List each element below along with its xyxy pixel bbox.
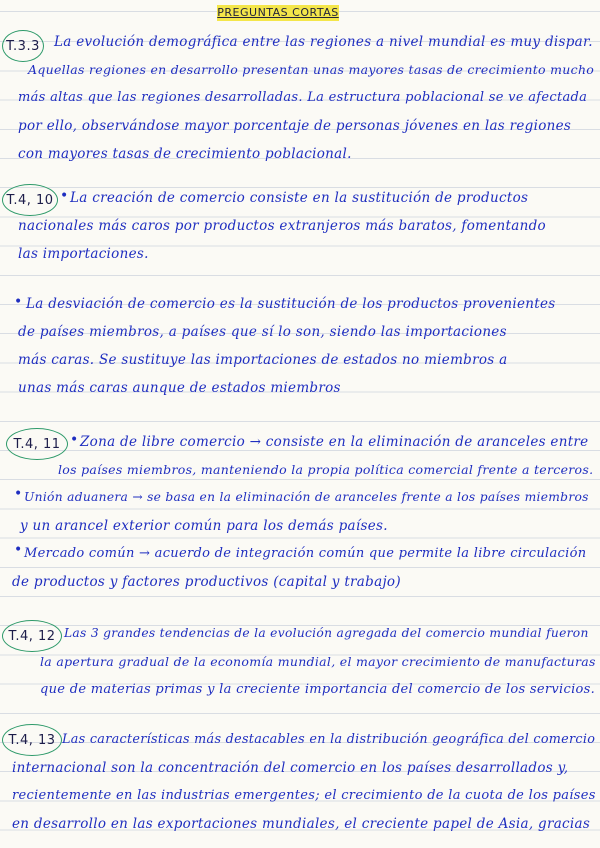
text-line: Unión aduanera → se basa en la eliminación de aranceles frente a los países miembros: [24, 490, 589, 504]
text-line: Las características más destacables en la distribución geográfica del comercio: [62, 732, 596, 747]
text-line: en desarrollo en las exportaciones mundiales, el creciente papel de Asia, gracias: [12, 816, 591, 832]
text-line: La creación de comercio consiste en la sustitución de productos: [70, 190, 529, 206]
text-line: las importaciones.: [18, 246, 149, 262]
text-line: más caras. Se sustituye las importaciones de estados no miembros a: [18, 352, 508, 368]
text-line: La desviación de comercio es la sustitución de los productos provenientes: [26, 296, 556, 312]
text-line: nacionales más caros por productos extranjeros más baratos, fomentando: [18, 218, 546, 234]
text-line: Las 3 grandes tendencias de la evolución agregada del comercio mundial fueron: [64, 626, 589, 640]
text-line: Aquellas regiones en desarrollo presentan unas mayores tasas de crecimiento mucho: [28, 62, 595, 77]
page-title: PREGUNTAS CORTAS: [217, 6, 339, 19]
text-line: La evolución demográfica entre las regiones a nivel mundial es muy dispar.: [54, 34, 593, 50]
text-line: Mercado común → acuerdo de integración común que permite la libre circulación: [24, 546, 587, 561]
section-tag-t3-3: T.3.3: [2, 30, 44, 62]
text-line: con mayores tasas de crecimiento poblacional.: [18, 146, 352, 162]
bullet-icon: •: [14, 294, 23, 310]
text-line: los países miembros, manteniendo la propia política comercial frente a terceros.: [58, 462, 594, 477]
text-line: de países miembros, a países que sí lo son, siendo las importaciones: [18, 324, 507, 340]
bullet-icon: •: [14, 542, 23, 558]
text-line: de productos y factores productivos (capital y trabajo): [12, 574, 401, 590]
bullet-icon: •: [70, 432, 79, 448]
text-line: internacional son la concentración del comercio en los países desarrollados y,: [12, 760, 569, 776]
section-tag-t4-10: T.4, 10: [2, 184, 58, 216]
text-line: la apertura gradual de la economía mundial, el mayor crecimiento de manufacturas: [40, 654, 596, 669]
bullet-icon: •: [14, 486, 23, 502]
section-tag-t4-11: T.4, 11: [6, 428, 68, 460]
text-line: que de materias primas y la creciente importancia del comercio de los servicios.: [40, 682, 596, 697]
section-tag-t4-13: T.4, 13: [2, 724, 62, 756]
text-line: unas más caras aunque de estados miembros: [18, 380, 341, 396]
text-line: Zona de libre comercio → consiste en la eliminación de aranceles entre: [80, 434, 589, 450]
text-line: recientemente en las industrias emergentes; el crecimiento de la cuota de los países: [12, 788, 596, 803]
text-line: y un arancel exterior común para los demás países.: [20, 518, 388, 534]
bullet-icon: •: [60, 188, 69, 204]
section-tag-t4-12: T.4, 12: [2, 620, 62, 652]
text-line: más altas que las regiones desarrolladas. La estructura poblacional se ve afectada: [18, 90, 588, 105]
text-line: por ello, observándose mayor porcentaje de personas jóvenes en las regiones: [18, 118, 572, 134]
